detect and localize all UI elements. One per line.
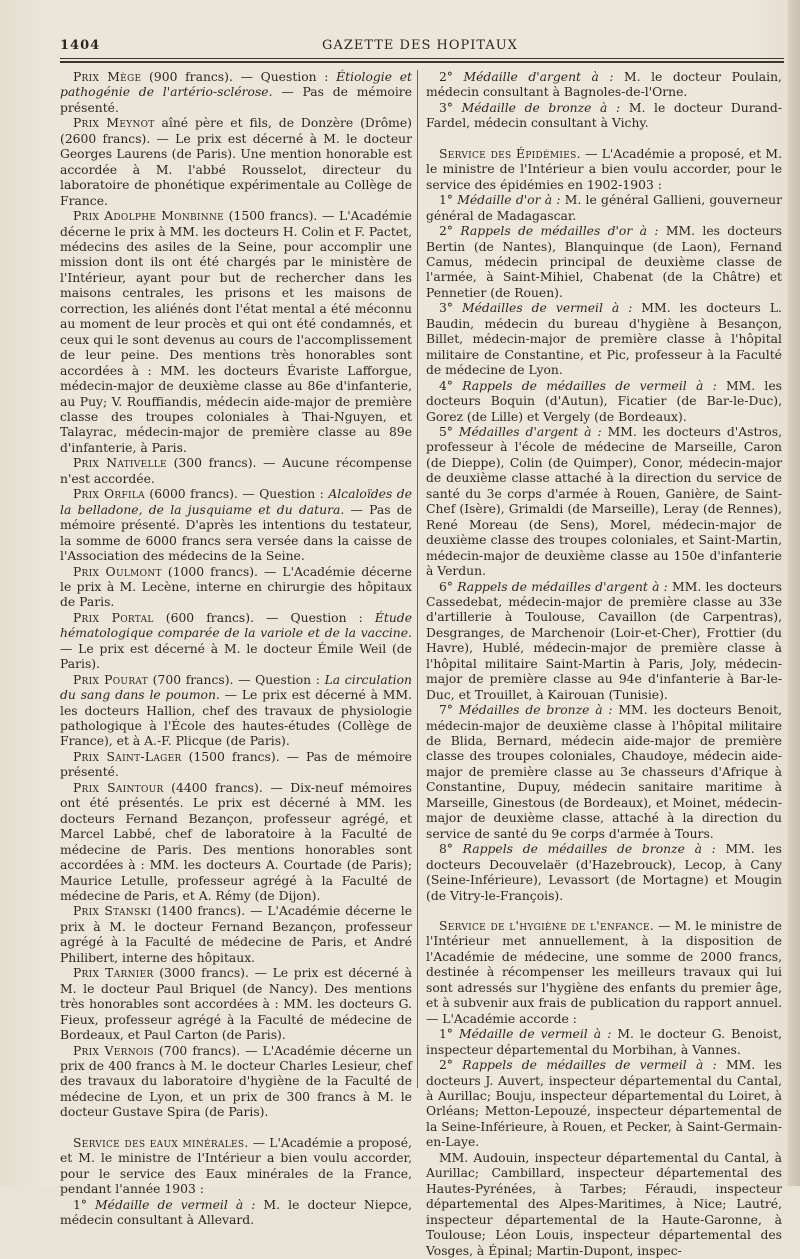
paragraph-text: 2° bbox=[438, 70, 464, 84]
paragraph bbox=[426, 842, 782, 904]
paragraph bbox=[60, 456, 412, 487]
paragraph-heading: Prix Portal bbox=[72, 610, 154, 625]
paragraph bbox=[60, 116, 412, 209]
paragraph-text: MM. les docteurs L. Baudin, médecin du bureau d'hygiène à Besançon, Billet, médecin-major de première classe à l'hôpital militaire de Constantine, et Pic, professeur à la Faculté de médecine de Lyon. bbox=[426, 301, 782, 378]
paragraph-heading: Prix Oulmont bbox=[72, 564, 162, 579]
paragraph-heading: Prix Pourat bbox=[72, 672, 149, 687]
paragraph bbox=[60, 565, 412, 611]
paragraph bbox=[426, 703, 782, 842]
paragraph-text: 2° bbox=[438, 224, 461, 239]
paragraph-heading: Prix Tarnier bbox=[72, 966, 154, 981]
paragraph-text: 1° bbox=[438, 193, 458, 208]
paragraph-text: (1500 francs). — L'Académie décerne le prix à MM. les docteurs H. Colin et F. Pactet, médecins des asiles de la Seine, pour accomplir une mission dont ils ont été chargés par le ministère de l'Intérieur, ayant pour but de rechercher dans les maisons centrales, les prisons et les maisons de correction, les aliénés dont l'état mental a été méconnu au moment de leur procès et qui ont été condamnés, et ceux qui le sont devenus au cours de l'accomplissement de leur peine. Des mentions très honorables sont accordées à : MM. les docteurs Évariste Lafforgue, médecin-major de deuxième classe au 86e d'infanterie, au Puy; V. Rouffiandis, médecin aide-major de première classe des troupes coloniales à Thai-Nguyen, et Talayrac, médecin-major de première classe au 89e d'infanterie, à Paris. bbox=[60, 209, 412, 455]
paragraph-text: M. le docteur Poulain, médecin consultant à Bagnoles-de-l'Orne. bbox=[426, 70, 782, 100]
paragraph bbox=[426, 193, 782, 224]
paragraph bbox=[60, 487, 412, 564]
paragraph bbox=[60, 966, 412, 1043]
paragraph-italic: Étiologie et pathogénie de l'artério-sclérose. bbox=[60, 70, 412, 100]
page-number: 1404 bbox=[60, 38, 101, 53]
paragraph bbox=[60, 611, 412, 673]
paragraph-heading: Prix Adolphe Monbinne bbox=[72, 209, 224, 224]
paragraph-heading: Prix Stanski bbox=[72, 904, 152, 919]
paragraph-italic: Médaille d'argent à : bbox=[463, 70, 614, 84]
paragraph-heading: Prix Mège bbox=[72, 70, 142, 84]
paragraph bbox=[60, 673, 412, 750]
paragraph bbox=[426, 379, 782, 425]
paragraph-text: — L'Académie a proposé, et M. le ministre de l'Intérieur a bien voulu accorder, pour le service des Eaux minérales de la France, pendant l'année 1903 : bbox=[60, 1135, 412, 1197]
paragraph-text: 3° bbox=[438, 301, 462, 316]
paragraph-text: 4° bbox=[438, 378, 463, 393]
paragraph-italic: Rappels de médailles d'argent à : bbox=[457, 579, 668, 594]
paragraph-text: MM. les docteurs J. Auvert, inspecteur départemental du Cantal, à Aurillac; Bouju, inspecteur départemental du Loiret, à Orléans; Metton-Lepouzé, inspecteur départemental de la Seine-Inférieure, à Rouen, et Pecker, à Saint-Germain-en-Laye. bbox=[426, 1058, 782, 1150]
paragraph-text: (3000 francs). — Le prix est décerné à M. le docteur Paul Briquel (de Nancy). Des mentions très honorables sont accordées à : MM. les docteurs G. Fieux, professeur agrégé à la Faculté de médecine de Bordeaux, et Paul Carton (de Paris). bbox=[60, 966, 413, 1043]
paragraph-italic: Alcaloïdes de la belladone, de la jusquiame et du datura. bbox=[60, 487, 412, 517]
paragraph bbox=[426, 224, 782, 301]
column-divider bbox=[417, 70, 418, 1088]
paragraph bbox=[426, 1027, 782, 1058]
paragraph-text: 1° bbox=[72, 1197, 96, 1212]
paragraph-heading: Prix Orfila bbox=[72, 487, 145, 502]
paragraph bbox=[426, 919, 782, 1027]
paragraph-text: MM. Audouin, inspecteur départemental du Cantal, à Aurillac; Cambillard, inspecteur départemental des Hautes-Pyrénées, à Tarbes; Féraudi, inspecteur départemental des Alpes-Maritimes, à Nice; Lautré, inspecteur départemental de la Haute-Garonne, à Toulouse; Léon Louis, inspecteur départemental des Vosges, à Épinal; Martin-Dupont, inspec- bbox=[426, 1150, 782, 1258]
paragraph-heading: Prix Saint-Lager bbox=[72, 749, 182, 764]
paragraph-heading: Prix Meynot bbox=[72, 116, 155, 131]
paragraph-heading: Prix Saintour bbox=[72, 780, 164, 795]
paragraph bbox=[426, 147, 782, 193]
paragraph-text: 3° bbox=[438, 100, 462, 115]
paragraph-italic: Médailles de vermeil à : bbox=[461, 301, 633, 316]
paragraph bbox=[60, 781, 412, 905]
paragraph-text: (1500 francs). — Pas de mémoire présenté. bbox=[60, 749, 412, 780]
paragraph-italic: Rappels de médailles d'or à : bbox=[460, 224, 659, 239]
paragraph-heading: Service des eaux minérales. bbox=[72, 1135, 249, 1150]
paragraph-text: — Pas de mémoire présenté. bbox=[60, 85, 413, 115]
left-column bbox=[60, 70, 412, 1229]
paragraph-text: MM. les docteurs Benoit, médecin-major de deuxième classe à l'hôpital militaire de Blida, Bernard, médecin aide-major de première classe des troupes coloniales, Chaudoye, médecin aide-major de première classe au 3e chasseurs d'Afrique à Constantine, Dupuy, médecin sanitaire maritime à Marseille, Ginestous (de Bordeaux), et Moinet, médecin-major de deuxième classe, attaché à la direction du service de santé du 9e corps d'armée à Tours. bbox=[426, 703, 782, 841]
paragraph-text: MM. les docteurs Bertin (de Nantes), Blanquinque (de Laon), Fernand Camus, médecin principal de deuxième classe de l'armée, à Saint-Mihiel, Chabenat (de la Châtre) et Pennetier (de Rouen). bbox=[426, 224, 782, 300]
paragraph-heading: Service des Épidémies. bbox=[438, 146, 581, 161]
paragraph-text: (4400 francs). — Dix-neuf mémoires ont été présentés. Le prix est décerné à MM. les docteurs Fernand Bezançon, professeur agrégé, et Marcel Labbé, chef de laboratoire à la Faculté de médecine de Paris. Des mentions honorables sont accordées à : MM. les docteurs A. Courtade (de Paris); Maurice Letulle, professeur agrégé à la Faculté de médecine de Paris, et A. Rémy (de Dijon). bbox=[60, 780, 412, 904]
paragraph-italic: Médaille d'or à : bbox=[457, 193, 561, 208]
paragraph-text: (6000 francs). — Question : bbox=[144, 487, 329, 502]
paragraph bbox=[426, 1058, 782, 1151]
paragraph-italic: Médailles d'argent à : bbox=[458, 424, 602, 439]
page-edge-shadow bbox=[788, 0, 800, 1186]
paragraph bbox=[60, 1044, 412, 1121]
paragraph-text: M. le docteur Niepce, médecin consultant à Allevard. bbox=[60, 1197, 412, 1228]
paragraph bbox=[60, 904, 412, 966]
paragraph bbox=[426, 425, 782, 580]
paragraph-italic: Médaille de vermeil à : bbox=[95, 1197, 256, 1212]
paragraph-text: aîné père et fils, de Donzère (Drôme) (2600 francs). — Le prix est décerné à M. le docteur Georges Laurens (de Paris). Une mention honorable est accordée à M. l'abbé Rousselot, directeur du laboratoire de phonétique expérimentale au Collège de France. bbox=[60, 116, 412, 208]
journal-title: GAZETTE DES HOPITAUX bbox=[322, 38, 518, 53]
paragraph-text: 1° bbox=[438, 1027, 460, 1042]
paragraph-text: — M. le ministre de l'Intérieur met annuellement, à la disposition de l'Académie de médecine, une somme de 2000 francs, destinée à récompenser les meilleurs travaux qui lui sont adressés sur l'hygiène des enfants du premier âge, et à subvenir aux frais de publication du rapport annuel. — L'Académie accorde : bbox=[426, 919, 782, 1026]
paragraph-text: M. le docteur G. Benoist, inspecteur départemental du Morbihan, à Vannes. bbox=[426, 1027, 783, 1057]
running-header bbox=[60, 38, 780, 54]
paragraph-italic: Étude hématologique comparée de la variole et de la vaccine. bbox=[60, 610, 413, 641]
paragraph-text: (300 francs). — Aucune récompense n'est accordée. bbox=[60, 456, 412, 486]
paragraph bbox=[426, 101, 782, 132]
paragraph-text: 5° bbox=[438, 424, 459, 439]
paragraph-text: (1400 francs). — L'Académie décerne le prix à M. le docteur Fernand Bezançon, professeur agrégé à la Faculté de médecine de Paris, et André Philibert, interne des hôpitaux. bbox=[60, 904, 412, 965]
paragraph bbox=[60, 209, 412, 456]
paragraph-text: MM. les docteurs Decouvelaër (d'Hazebrouck), Lecop, à Cany (Seine-Inférieure), Levassort (de Mortagne) et Mougin (de Vitry-le-François). bbox=[426, 842, 782, 903]
paragraph bbox=[426, 580, 782, 704]
paragraph-heading: Prix Nativelle bbox=[72, 456, 167, 471]
paragraph bbox=[60, 70, 412, 116]
paragraph-heading: Prix Vernois bbox=[72, 1043, 154, 1058]
paragraph-text: MM. les docteurs Cassedebat, médecin-major de première classe au 33e d'artillerie à Toulouse, Cavaillon (de Carpentras), Desgranges, de Marchenoir (Loir-et-Cher), Frottier (du Havre), Hublé, médecin-major de première classe à l'hôpital militaire Saint-Martin à Paris, Joly, médecin-major de première classe au 94e d'infanterie à Bar-le-Duc, et Trouillet, à Kairouan (Tunisie). bbox=[426, 579, 782, 702]
paragraph-text: MM. les docteurs d'Astros, professeur à l'école de médecine de Marseille, Caron (de Dieppe), Colin (de Quimper), Conor, médecin-major de deuxième classe attaché à la direction du service de santé du 3e corps d'armée à Rouen, Ganière, de Saint-Chef (Isère), Grimaldi (de Marseille), Leray (de Rennes), René Moreau (de Sens), Morel, médecin-major de deuxième classe des troupes coloniales, et Saint-Martin, médecin-major de deuxième classe au 150e d'infanterie à Verdun. bbox=[426, 424, 782, 579]
paragraph-italic: Médailles de bronze à : bbox=[458, 703, 613, 718]
paragraph-text: (700 francs). — L'Académie décerne un prix de 400 francs à M. le docteur Charles Lesieur, chef des travaux du laboratoire d'hygiène de la Faculté de médecine de Lyon, et un prix de 300 francs à M. le docteur Gustave Spira (de Paris). bbox=[60, 1043, 412, 1120]
paragraph-text: 8° bbox=[438, 842, 463, 857]
paragraph-italic: Rappels de médailles de vermeil à : bbox=[462, 378, 717, 393]
paragraph-text: — Pas de mémoire présenté. D'après les intentions du testateur, la somme de 6000 francs sera versée dans la caisse de l'Association des médecins de la Seine. bbox=[60, 502, 412, 564]
paragraph-text: — Le prix est décerné à MM. les docteurs Hallion, chef des travaux de physiologie pathologique à l'École des hautes-études (Collège de France), et à A.-F. Plicque (de Paris). bbox=[60, 688, 413, 749]
paragraph bbox=[426, 1151, 782, 1259]
header-rule-thin bbox=[60, 58, 784, 59]
paragraph-text: (700 francs). — Question : bbox=[148, 672, 325, 687]
right-column bbox=[426, 70, 782, 1259]
paragraph-italic: Médaille de vermeil à : bbox=[459, 1027, 612, 1042]
paragraph-text: — Le prix est décerné à M. le docteur Émile Weil (de Paris). bbox=[60, 641, 412, 672]
paragraph bbox=[426, 301, 782, 378]
paragraph-italic: Rappels de médailles de vermeil à : bbox=[462, 1058, 717, 1073]
paragraph-heading: Service de l'hygiène de l'enfance. bbox=[438, 919, 655, 934]
paragraph bbox=[60, 750, 412, 781]
paragraph-text: M. le docteur Durand-Fardel, médecin consultant à Vichy. bbox=[426, 100, 782, 131]
paragraph-text: 6° bbox=[438, 579, 458, 594]
paragraph-italic: Rappels de médailles de bronze à : bbox=[462, 842, 716, 857]
paragraph-text: — L'Académie a proposé, et M. le ministre de l'Intérieur a bien voulu accorder, pour le service des épidémies en 1902-1903 : bbox=[426, 146, 782, 192]
paragraph-text: (600 francs). — Question : bbox=[153, 610, 375, 625]
paragraph-text: (1000 francs). — L'Académie décerne le prix à M. Lecène, interne en chirurgie des hôpitaux de Paris. bbox=[60, 564, 412, 610]
paragraph-text: 7° bbox=[438, 703, 459, 718]
paragraph bbox=[60, 1198, 412, 1229]
paragraph-italic: Médaille de bronze à : bbox=[461, 100, 621, 115]
header-rule-thick bbox=[60, 61, 784, 63]
paragraph-text: (900 francs). — Question : bbox=[141, 70, 337, 84]
paragraph-text: MM. les docteurs Boquin (d'Autun), Ficatier (de Bar-le-Duc), Gorez (de Lille) et Vergely (de Bordeaux). bbox=[426, 378, 782, 424]
paragraph-text: M. le général Gallieni, gouverneur général de Madagascar. bbox=[426, 193, 782, 223]
paragraph bbox=[426, 70, 782, 101]
paragraph bbox=[60, 1136, 412, 1198]
paragraph-italic: La circulation du sang dans le poumon. bbox=[60, 672, 413, 703]
paragraph-text: 2° bbox=[438, 1058, 463, 1073]
